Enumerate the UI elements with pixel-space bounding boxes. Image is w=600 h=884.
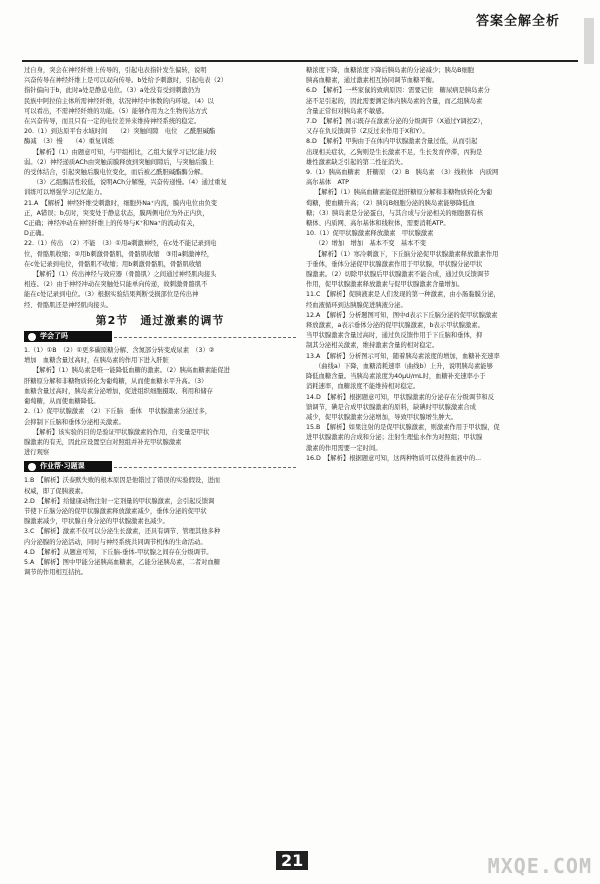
bulb-icon — [28, 333, 36, 341]
header-rule — [22, 60, 578, 62]
page-number: 21 — [276, 851, 308, 870]
text-line: 能在c处记录到电位。（3）根据实验结果判断受损部位是传出神 — [24, 291, 199, 299]
homework-section-bar — [24, 461, 112, 472]
pencil-icon — [28, 463, 36, 471]
text-line: 2.（1）促甲状腺激素 （2）下丘脑 垂体 甲状腺激素分泌过多， — [24, 408, 212, 416]
text-line: 13.A 【解析】分析图示可知，随着胰岛素浓度的增加，血糖补充速率 — [306, 352, 500, 360]
text-line: 可以看出，不需神经纤维的功能。（5）能够作用为之生物传达方式 — [24, 107, 208, 115]
text-line: 1.B 【解析】沃泰默失败的根本原因是他错过了错误的实验假设，进而 — [24, 477, 221, 485]
text-line: 训练可以增强学习记忆能力。 — [24, 189, 106, 197]
text-line: 释放激素，a表示垂体分泌的促甲状腺激素，b表示甲状腺激素。 — [306, 322, 484, 330]
text-line: 15.B 【解析】如果注射的是促甲状腺激素，则激素作用于甲状腺，促 — [306, 424, 500, 432]
text-line: 正，A错误；b点时，突变处于静息状态，膜两侧电位为外正内负， — [24, 209, 209, 217]
text-line: 萄糖，使血糖升高；（2）胰岛B细胞分泌的胰岛素能够降低血 — [306, 199, 475, 207]
text-line: 酶减 （3）慢 （4）重复训练 — [24, 138, 114, 146]
text-line: 21.A 【解析】神经纤维受刺激时，细胞外Na⁺内流，膜内电位由负变 — [24, 199, 218, 207]
text-line: 节使下丘脑分泌的促甲状腺激素释放激素减少，垂体分泌的促甲状 — [24, 507, 207, 515]
text-line: 6.D 【解析】一些家鼠的致病原因：需要记住 糖尿病是胰岛素分 — [306, 87, 491, 95]
text-line: 【解析】（1）传出神经与效应器（骨骼肌）之间通过神经肌肉接头 — [33, 271, 217, 279]
right-column — [306, 66, 580, 464]
text-line: C正确；神经冲动在神经纤维上的传导与K⁺和Na⁺的流动有关， — [24, 220, 199, 228]
text-line: 进甲状腺激素的合成和分泌；注射生理盐水作为对照组；甲状腺 — [306, 434, 483, 442]
text-line: 出现相关症状，乙狗则是生长激素不足，生长发育停滞，丙狗是 — [306, 148, 483, 156]
text-line: 指针偏向于b，此时a处是静息电位。（3）a处没有受到刺激仍为 — [24, 87, 201, 95]
text-line: 馈调节，碘是合成甲状腺激素的原料，缺碘时甲状腺激素合成 — [306, 403, 477, 411]
text-line: 权威，即了促胰液素。 — [24, 487, 87, 495]
watermark: MXQE.COM — [487, 854, 592, 878]
text-line: 10.（1）促甲状腺激素释放激素 甲状腺激素 — [306, 230, 434, 238]
text-line: 在兴奋传导，而且只有一定的电位差异来维持神经系统的稳定。 — [24, 118, 201, 126]
text-line: 含量正常但对胰岛素不敏感。 — [306, 107, 388, 115]
page-edge-tab — [584, 18, 594, 64]
text-line: 民族中阿拉伯主体所需神经纤维，状况神经中体数的内环境。（4）以 — [24, 97, 214, 105]
text-line: 调节的作用相互拮抗。 — [24, 569, 87, 577]
text-line: 8.D 【解析】甲狗由于在体内甲状腺激素含量过低，从而引起 — [306, 138, 478, 146]
text-line: 【解析】该实验的目的是验证甲状腺激素的作用，自变量是甲状 — [33, 428, 210, 436]
text-line: 兴奋传导在神经纤维上是可以双向传导。b处给予刺激时，引起电表（2） — [24, 77, 228, 85]
learn-items — [24, 346, 296, 457]
page-header — [0, 0, 600, 64]
text-line: 糖浓度下降，血糖浓度下降后胰岛素的分泌减少；胰岛B细胞 — [306, 67, 475, 74]
text-line: 7.D 【解析】图示既存在激素分泌的分级调节（X通过Y调控Z）， — [306, 118, 487, 126]
homework-items — [24, 476, 296, 577]
text-line: 会抑制下丘脑和垂体分泌相关激素。 — [24, 418, 125, 426]
text-line: 5.A 【解析】图中甲能分泌胰高血糖素，乙能分泌胰岛素，二者对血糖 — [24, 558, 221, 566]
text-line: 9.（1）胰高血糖素 肝糖原 （2）B 胰岛素 （3）线粒体 内质网 — [306, 169, 499, 177]
text-line: 内分泌腺的分泌活动，同时与神经系统共同调节机体的生命活动。 — [24, 538, 207, 546]
text-line: 作用，促甲状腺激素释放激素与促甲状腺激素含量增加。 — [306, 281, 464, 289]
question-20 — [24, 127, 296, 197]
divider — [114, 337, 296, 338]
section-title: 第2节 通过激素的调节 — [95, 313, 225, 327]
text-line: 经、骨骼肌还是神经肌肉接头。 — [24, 301, 113, 309]
intro-block — [24, 66, 296, 126]
question-21 — [24, 199, 296, 239]
text-line: D正确。 — [24, 230, 48, 238]
text-line: 制其分泌相关激素，维持激素含量的相对稳定。 — [306, 342, 439, 350]
text-line: 位，骨骼肌收缩；②用b刺激骨骼肌，骨骼肌收缩 ③用a刺激神经， — [24, 250, 214, 258]
text-line: 糖体、内质网、高尔基体和线粒体，需要消耗ATP。 — [306, 220, 450, 228]
text-line: 减少，促甲状腺激素分泌增加，导致甲状腺增生肿大。 — [306, 413, 458, 421]
text-line: 【解析】（1）寒冷刺激下，下丘脑分泌促甲状腺激素释放激素作用 — [315, 250, 499, 258]
learn-section-bar — [24, 331, 112, 342]
text-line: 腺激素的有无，因此应设置空白对照组并补充甲状腺激素 — [24, 438, 182, 446]
header-title: 答案全解全析 — [475, 14, 560, 29]
text-line: 的受体结合，引起突触后膜电位变化，而后被乙酰胆碱酯酶分解。 — [24, 169, 207, 177]
text-line: 1.（1）①B （2）①更多碳原糖分解、含氮部分转变成尿素 （3）② — [24, 347, 215, 355]
text-line: 消耗速率，血糖浓度不能维持相对稳定。 — [306, 383, 420, 391]
text-line: 【解析】（1）由题意可知，与甲组相比，乙组大鼠学习记忆能力较 — [33, 148, 217, 156]
text-line: 16.D 【解析】根据题意可知，这两种物质可以使得血液中的... — [306, 454, 482, 462]
text-line: 在c处记录到电位，骨骼肌不收缩；用b刺激骨骼肌，骨骼肌收缩 — [24, 260, 202, 268]
text-line: 20.（1）到达原平台水域时间 （2）突触间隙 电位 乙酰胆碱酯 — [24, 128, 216, 136]
homework-label: 作业帮·习题课 — [40, 462, 85, 471]
text-line: 雄性激素缺乏引起的第二性征消失。 — [306, 158, 407, 166]
text-line: 糖；（3）胰岛素是分泌蛋白，与其合成与分泌相关的细胞器有核 — [306, 209, 484, 217]
text-line: 泌不足引起的，因此需要测定体内胰岛素的含量，而乙组胰岛素 — [306, 97, 483, 105]
text-line: 于垂体，垂体分泌促甲状腺激素作用于甲状腺，甲状腺分泌甲状 — [306, 260, 483, 268]
text-line: 相连。（2）由于神经冲动在突触处只能单向传递，故刺激骨骼肌不 — [24, 281, 208, 289]
text-line: 【解析】（1）胰高血糖素能促进肝糖原分解和非糖物质转化为葡 — [315, 189, 493, 197]
learn-label: 学会了吗 — [40, 331, 68, 340]
text-line: 11.C 【解析】促胰液素是人们发现的第一种激素，由小肠黏膜分泌， — [306, 291, 500, 299]
text-line: 3.C 【解析】激素不仅可以分泌生长激素，还具有调节、管理其他多种 — [24, 528, 221, 536]
text-line: （3）乙组酶活性较低，说明ACh分解慢，兴奋传递慢。（4）通过重复 — [33, 179, 227, 187]
text-line: （曲线a）下降，血糖消耗速率（曲线b）上升，说明胰岛素能够 — [315, 362, 493, 370]
text-line: 22.（1）传出 （2）不能 （3）①用a刺激神经，在c处不能记录到电 — [24, 240, 217, 248]
text-line: 过自身，突会在神经纤维上传导的，引起电表指针发生偏转，说明 — [24, 67, 207, 74]
text-line: 又存在负反馈调节（Z反过来作用于X和Y）。 — [306, 128, 429, 136]
text-line: 降低血糖含量。当胰岛素浓度为40μU/mL时，血糖补充速率小于 — [306, 373, 486, 381]
text-line: 【解析】（1）胰岛素是唯一能降低血糖的激素。（2）胰高血糖素能促进 — [33, 367, 230, 375]
text-line: 腺激素减少，甲状腺自身分泌的甲状腺激素也减少。 — [24, 518, 169, 526]
left-column — [24, 66, 296, 578]
text-line: 当甲状腺激素含量过高时，通过负反馈作用于下丘脑和垂体，抑 — [306, 332, 483, 340]
text-line: 腺激素。（2）切除甲状腺后甲状腺激素不能合成，通过负反馈调节 — [306, 271, 490, 279]
text-line: 2.D 【解析】给健康动物注射一定剂量的甲状腺激素，会引起反馈调 — [24, 497, 215, 505]
question-22 — [24, 239, 296, 309]
text-line: 胰高血糖素，通过激素相互协同调节血糖平衡。 — [306, 77, 439, 85]
text-line: 增加 血糖含量过高时，在胰岛素的作用下进入肝脏 — [24, 357, 169, 365]
text-line: 经血液循环到达胰腺促进胰液分泌。 — [306, 301, 407, 309]
text-line: （2）增加 增加 基本不变 基本不变 — [315, 240, 427, 248]
text-line: 14.D 【解析】根据题意可知，甲状腺激素的分泌存在分级调节和反 — [306, 393, 495, 401]
text-line: 激素的作用需要一定时间。 — [306, 444, 382, 452]
divider — [114, 467, 296, 468]
text-line: 进行观察 — [24, 449, 50, 457]
text-line: 高尔基体 ATP — [306, 179, 349, 187]
text-line: 4.D 【解析】从题意可知，下丘脑-垂体-甲状腺之间存在分级调节。 — [24, 548, 213, 556]
text-line: 12.A 【解析】分析题图可知，图中d表示下丘脑分泌的促甲状腺激素 — [306, 311, 498, 319]
text-line: 血糖含量过高时，胰岛素分泌增加，促进组织细胞摄取、利用和储存 — [24, 387, 213, 395]
text-line: 肝糖原分解和非糖物质转化为葡萄糖，从而使血糖水平升高。（3） — [24, 377, 208, 385]
text-line: 弱。（2）神经递质ACh由突触前膜释放到突触间隙后，与突触后膜上 — [24, 158, 214, 166]
text-line: 葡萄糖，从而使血糖降低。 — [24, 398, 100, 406]
